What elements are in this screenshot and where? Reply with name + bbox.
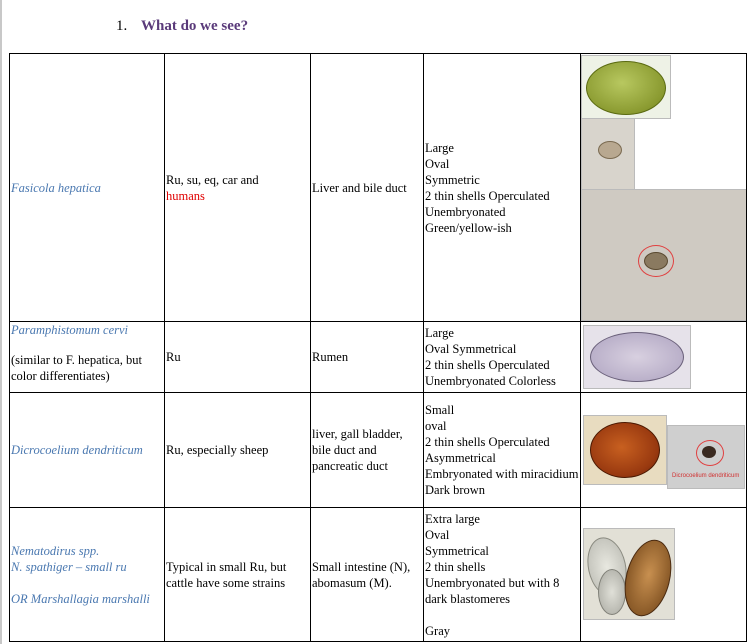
host-cell [165,508,311,642]
highlight-circle [638,245,674,277]
table-row [10,508,747,642]
section-heading [116,18,248,35]
photo-cell [581,54,747,322]
heading-number: 1. [116,18,128,34]
egg-shape [617,535,675,620]
feature-item: Gray [425,623,450,638]
feature-item: 2 thin shells Operculated [425,358,550,372]
feature-item: oval [425,419,447,433]
feature-item: Symmetrical [425,543,489,558]
egg-photo [581,55,671,119]
parasite-name-cell [10,508,165,642]
location-text: Rumen [312,350,349,364]
feature-item: Unembryonated but with 8 dark blastomeres [425,575,560,606]
features-cell [424,508,581,642]
photo-cell [581,393,747,508]
photo-caption: Dicrocoelium dendriticum [672,473,740,479]
location-text: Small intestine (N), abomasum (M). [312,559,411,590]
feature-item: Oval [425,156,450,171]
photo-cell [581,508,747,642]
photo-group [581,393,746,506]
feature-item: Unembryonated Colorless [425,374,556,388]
feature-item: Unembryonated [425,204,506,219]
microscope-photo [581,118,635,190]
egg-shape [598,141,622,159]
feature-item: Green/yellow-ish [425,220,512,235]
host-text: Typical in small Ru, but cattle have some strains [166,559,287,590]
feature-item: Symmetric [425,172,480,187]
parasite-name: Paramphistomum cervi [11,323,128,337]
feature-item: Small [425,403,455,417]
photo-group [581,322,746,391]
parasite-note: (similar to F. hepatica, but color differentiates) [11,353,142,383]
feature-item: Large [425,326,454,340]
host-text: Ru, su, eq, car and [166,172,259,187]
host-text: Ru [166,350,181,364]
location-text: Liver and bile duct [312,180,407,195]
photo-group [581,54,746,320]
table-row [10,322,747,393]
egg-shape [590,422,660,478]
feature-item: 2 thin shells Operculated [425,435,550,449]
table-row [10,393,747,508]
highlight-circle [696,440,724,466]
parasite-name: Fasicola hepatica [11,180,101,195]
host-text: Ru, especially sheep [166,443,269,457]
feature-item: Asymmetrical [425,451,496,465]
features-cell [424,54,581,322]
location-cell [311,393,424,508]
feature-item: 2 thin shells Operculated [425,188,550,203]
table-row [10,54,747,322]
host-cell [165,54,311,322]
feature-item: Dark brown [425,483,486,497]
features-cell [424,393,581,508]
features-cell [424,322,581,393]
parasite-name: Nematodirus spp. [11,543,100,558]
feature-spacer [425,607,579,623]
parasite-name-cell [10,54,165,322]
feature-item: Large [425,140,454,155]
egg-photo [583,325,691,389]
parasite-name-cell [10,322,165,393]
microscope-photo [667,425,745,489]
egg-photo [583,415,667,485]
parasite-name: OR Marshallagia marshalli [11,591,150,606]
feature-item: Oval Symmetrical [425,342,517,356]
feature-item: Oval [425,527,450,542]
photo-group [581,508,746,640]
microscope-photo [581,189,747,321]
parasite-name: N. spathiger – small ru [11,559,127,574]
location-cell [311,508,424,642]
location-cell [311,322,424,393]
egg-shape [590,332,684,382]
host-cell [165,393,311,508]
egg-photo [583,528,675,620]
feature-item: Embryonated with miracidium [425,467,579,481]
feature-item: Extra large [425,511,480,526]
heading-title: What do we see? [141,18,249,34]
page-left-rule [0,0,2,644]
egg-shape [586,61,666,115]
egg-shape [598,569,626,615]
host-cell [165,322,311,393]
parasite-name-spacer [11,575,163,591]
parasite-name-cell [10,393,165,508]
location-cell [311,54,424,322]
parasite-table [9,53,747,642]
host-highlight: humans [166,188,205,203]
location-text: liver, gall bladder, bile duct and pancreatic duct [312,427,403,473]
parasite-name: Dicrocoelium dendriticum [11,443,143,457]
feature-item: 2 thin shells [425,559,486,574]
photo-cell [581,322,747,393]
